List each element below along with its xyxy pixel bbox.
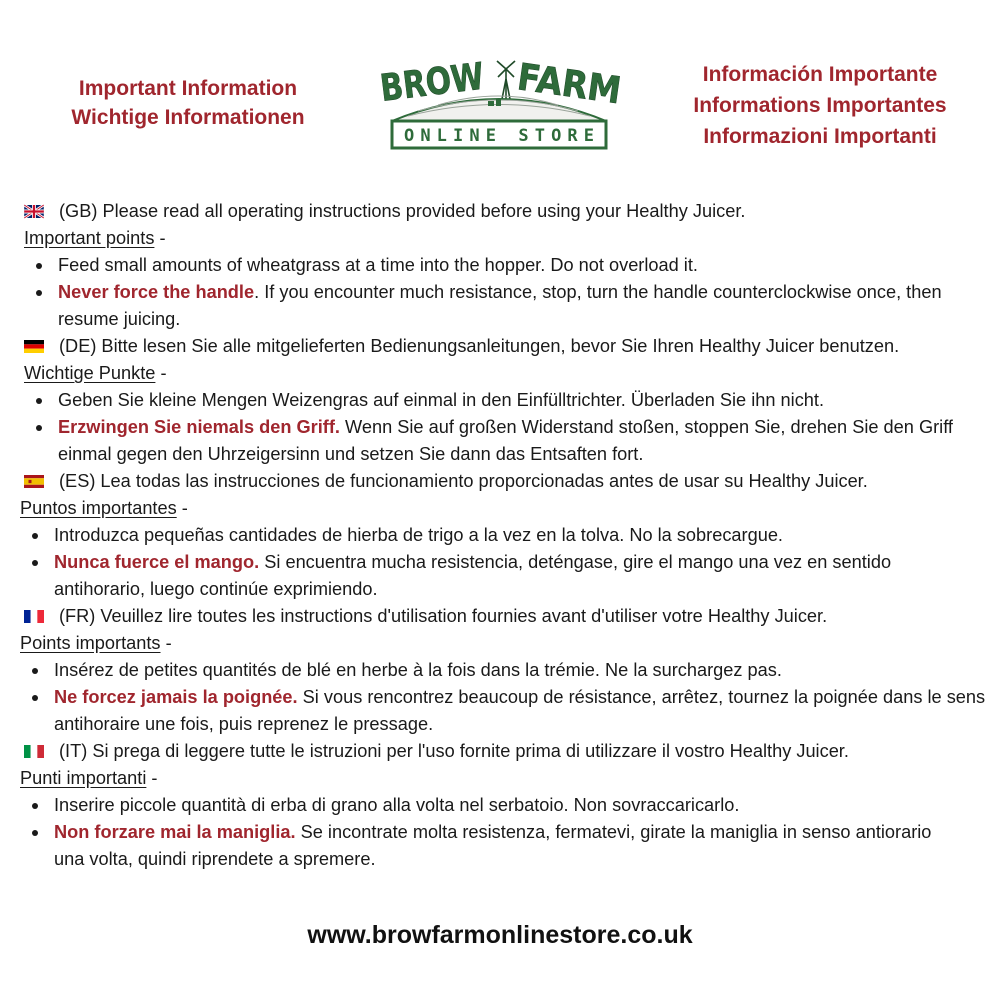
fr-warning-text: Ne forcez jamais la poignée. bbox=[54, 687, 298, 707]
it-intro bbox=[0, 738, 1000, 765]
es-point1-text: Introduzca pequeñas cantidades de hierba de trigo a la vez en la tolva. No la sobrecargue. bbox=[54, 525, 783, 545]
it-points-label bbox=[0, 765, 1000, 792]
gb-intro-text: (GB) Please read all operating instructions provided before using your Healthy Juicer. bbox=[59, 201, 746, 221]
list-item bbox=[54, 684, 990, 738]
it-points-dash: - bbox=[146, 768, 158, 788]
section-de bbox=[0, 333, 1000, 468]
italy-flag-icon bbox=[24, 745, 44, 758]
it-points-list bbox=[0, 792, 954, 873]
de-intro bbox=[0, 333, 1000, 360]
it-warning-text: Non forzare mai la maniglia. bbox=[54, 822, 296, 842]
de-point1-text: Geben Sie kleine Mengen Weizengras auf einmal in den Einfülltrichter. Überladen Sie ihn nicht. bbox=[58, 390, 825, 410]
website-url: www.browfarmonlinestore.co.uk bbox=[307, 921, 693, 949]
fr-points-label-text: Points importants bbox=[20, 633, 161, 653]
fr-point1-text: Insérez de petites quantités de blé en herbe à la fois dans la trémie. Ne la surchargez pas. bbox=[54, 660, 782, 680]
list-item bbox=[54, 792, 954, 819]
spain-flag-icon bbox=[24, 475, 44, 488]
informacion-importante-title: Información Importante bbox=[702, 63, 938, 86]
logo-subtitle: ONLINE STORE bbox=[404, 126, 594, 146]
de-points-label bbox=[0, 360, 1000, 387]
windmill-icon bbox=[497, 61, 515, 99]
section-gb bbox=[0, 198, 1000, 333]
germany-flag-icon bbox=[24, 340, 44, 353]
header-right-titles bbox=[672, 59, 968, 152]
gb-intro bbox=[0, 198, 1000, 225]
logo-word-farm: FARM bbox=[514, 55, 635, 114]
it-points-label-text: Punti importanti bbox=[20, 768, 147, 788]
important-information-title: Important Information bbox=[78, 77, 298, 100]
de-points-label-text: Wichtige Punkte bbox=[24, 363, 156, 383]
gb-warning-text: Never force the handle bbox=[58, 282, 255, 302]
es-warning-rest: Si encuentra mucha resistencia, deténgase, gire el mango una vez en sentido antihorario, luego continúe exprimiendo. bbox=[54, 552, 892, 599]
gb-point1-text: Feed small amounts of wheatgrass at a time into the hopper. Do not overload it. bbox=[58, 255, 698, 275]
france-flag-icon bbox=[24, 610, 44, 623]
informations-importantes-title: Informations Importantes bbox=[693, 94, 947, 117]
es-points-list bbox=[0, 522, 980, 603]
brow-farm-logo bbox=[377, 51, 635, 150]
instructions-content bbox=[0, 198, 1000, 873]
section-fr bbox=[0, 603, 1000, 738]
it-point1-text: Inserire piccole quantità di erba di grano alla volta nel serbatoio. Non sovraccaricarlo. bbox=[54, 795, 740, 815]
list-item bbox=[54, 657, 990, 684]
es-points-label bbox=[0, 495, 1000, 522]
list-item bbox=[58, 387, 980, 414]
wichtige-informationen-title: Wichtige Informationen bbox=[71, 106, 305, 129]
list-item bbox=[58, 414, 980, 468]
fr-intro-text: (FR) Veuillez lire toutes les instructions d'utilisation fournies avant d'utiliser votre Healthy Juicer. bbox=[59, 606, 828, 626]
list-item bbox=[54, 819, 954, 873]
uk-flag-icon bbox=[24, 205, 44, 218]
it-intro-text: (IT) Si prega di leggere tutte le istruzioni per l'uso fornite prima di utilizzare il vostro Healthy Juicer. bbox=[59, 741, 849, 761]
fr-points-list bbox=[0, 657, 990, 738]
fr-points-label bbox=[0, 630, 1000, 657]
gb-points-label bbox=[0, 225, 1000, 252]
list-item bbox=[58, 252, 980, 279]
de-warning-text: Erzwingen Sie niemals den Griff. bbox=[58, 417, 340, 437]
it-warning-rest: Se incontrate molta resistenza, fermatevi, girate la maniglia in senso antiorario una volta, quindi riprendete a spremere. bbox=[54, 822, 932, 869]
gb-points-label-text: Important points bbox=[24, 228, 155, 248]
header-left-titles bbox=[40, 74, 336, 132]
es-intro-text: (ES) Lea todas las instrucciones de funcionamiento proporcionadas antes de usar su Healthy Juicer. bbox=[59, 471, 868, 491]
es-points-dash: - bbox=[176, 498, 188, 518]
section-it bbox=[0, 738, 1000, 873]
list-item bbox=[54, 522, 980, 549]
informazioni-importanti-title: Informazioni Importanti bbox=[703, 125, 937, 148]
brow-farm-logo-graphic bbox=[377, 51, 635, 150]
gb-warning-rest: . If you encounter much resistance, stop, turn the handle counterclockwise once, then resume juicing. bbox=[58, 282, 942, 329]
de-intro-text: (DE) Bitte lesen Sie alle mitgelieferten Bedienungsanleitungen, bevor Sie Ihren Healthy Juicer benutzen. bbox=[59, 336, 900, 356]
es-intro bbox=[0, 468, 1000, 495]
list-item bbox=[58, 279, 980, 333]
gb-points-dash: - bbox=[154, 228, 166, 248]
fr-warning-rest: Si vous rencontrez beaucoup de résistance, arrêtez, tournez la poignée dans le sens antihoraire une fois, puis reprenez le pressage. bbox=[54, 687, 986, 734]
fr-points-dash: - bbox=[160, 633, 172, 653]
section-es bbox=[0, 468, 1000, 603]
fr-intro bbox=[0, 603, 1000, 630]
de-points-dash: - bbox=[155, 363, 167, 383]
gb-points-list bbox=[0, 252, 980, 333]
es-points-label-text: Puntos importantes bbox=[20, 498, 177, 518]
es-warning-text: Nunca fuerce el mango. bbox=[54, 552, 260, 572]
de-warning-rest: Wenn Sie auf großen Widerstand stoßen, stoppen Sie, drehen Sie den Griff einmal gegen den Uhrzeigersinn und setzen Sie dann das Entsaften fort. bbox=[58, 417, 953, 464]
logo-word-brow: BROW bbox=[377, 51, 512, 110]
de-points-list bbox=[0, 387, 980, 468]
list-item bbox=[54, 549, 980, 603]
